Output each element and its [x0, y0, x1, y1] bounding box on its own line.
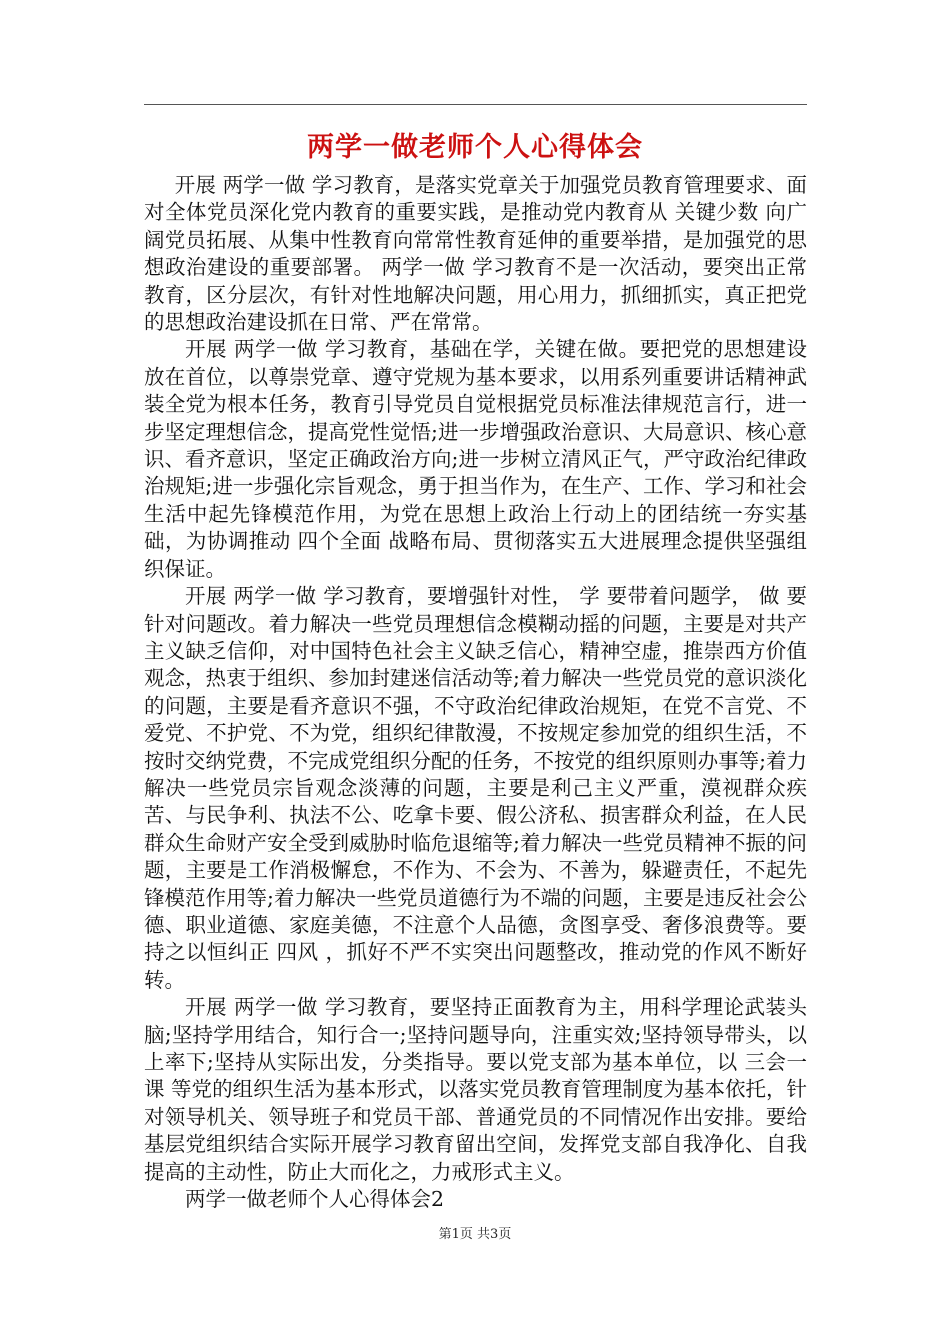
body-paragraph-1: 开展 两学一做 学习教育，是落实党章关于加强党员教育管理要求、面对全体党员深化党内教育的重要实践，是推动党内教育从 关键少数 向广阔党员拓展、从集中性教育向常常性教育延伸的重要举措，是加强党的思想政治建设的重要部署。 两学一做 学习教育不是一次活动，要突出正常教育，区分层次，有针对性地解决问题，用心用力，抓细抓实，真正把党的思想政治建设抓在日常、严在常常。 [144, 173, 807, 335]
next-section-heading: 两学一做老师个人心得体会2 [185, 1187, 445, 1212]
document-title: 两学一做老师个人心得体会 [307, 132, 643, 163]
page-number-footer: 第1页 共3页 [438, 1227, 512, 1242]
header-divider [144, 104, 807, 105]
body-paragraph-2: 开展 两学一做 学习教育，基础在学，关键在做。要把党的思想建设放在首位，以尊崇党章、遵守党规为基本要求，以用系列重要讲话精神武装全党为根本任务，教育引导党员自觉根据党员标准法律规范言行，进一步坚定理想信念，提高党性觉悟;进一步增强政治意识、大局意识、核心意识、看齐意识，坚定正确政治方向;进一步树立清风正气，严守政治纪律政治规矩;进一步强化宗旨观念，勇于担当作为，在生产、工作、学习和社会生活中起先锋模范作用，为党在思想上政治上行动上的团结统一夯实基础，为协调推动 四个全面 战略布局、贯彻落实五大进展理念提供坚强组织保证。 [144, 337, 807, 581]
body-paragraph-3: 开展 两学一做 学习教育，要增强针对性， 学 要带着问题学， 做 要针对问题改。着力解决一些党员理想信念模糊动摇的问题，主要是对共产主义缺乏信仰，对中国特色社会主义缺乏信心，精神空虚，推崇西方价值观念，热衷于组织、参加封建迷信活动等;着力解决一些党员党的意识淡化的问题，主要是看齐意识不强，不守政治纪律政治规矩，在党不言党、不爱党、不护党、不为党，组织纪律散漫，不按规定参加党的组织生活，不按时交纳党费，不完成党组织分配的任务，不按党的组织原则办事等;着力解决一些党员宗旨观念淡薄的问题，主要是利己主义严重，漠视群众疾苦、与民争利、执法不公、吃拿卡要、假公济私、损害群众利益，在人民群众生命财产安全受到威胁时临危退缩等;着力解决一些党员精神不振的问题，主要是工作消极懈怠，不作为、不会为、不善为，躲避责任，不起先锋模范作用等;着力解决一些党员道德行为不端的问题，主要是违反社会公德、职业道德、家庭美德，不注意个人品德，贪图享受、奢侈浪费等。要持之以恒纠正 四风 ，抓好不严不实突出问题整改，推动党的作风不断好转。 [144, 584, 807, 992]
body-paragraph-4: 开展 两学一做 学习教育，要坚持正面教育为主，用科学理论武装头脑;坚持学用结合，知行合一;坚持问题导向，注重实效;坚持领导带头，以上率下;坚持从实际出发，分类指导。要以党支部为基本单位，以 三会一课 等党的组织生活为基本形式，以落实党员教育管理制度为基本依托，针对领导机关、领导班子和党员干部、普通党员的不同情况作出安排。要给基层党组织结合实际开展学习教育留出空间，发挥党支部自我净化、自我提高的主动性，防止大而化之，力戒形式主义。 [144, 995, 807, 1184]
document-body [144, 172, 807, 1213]
